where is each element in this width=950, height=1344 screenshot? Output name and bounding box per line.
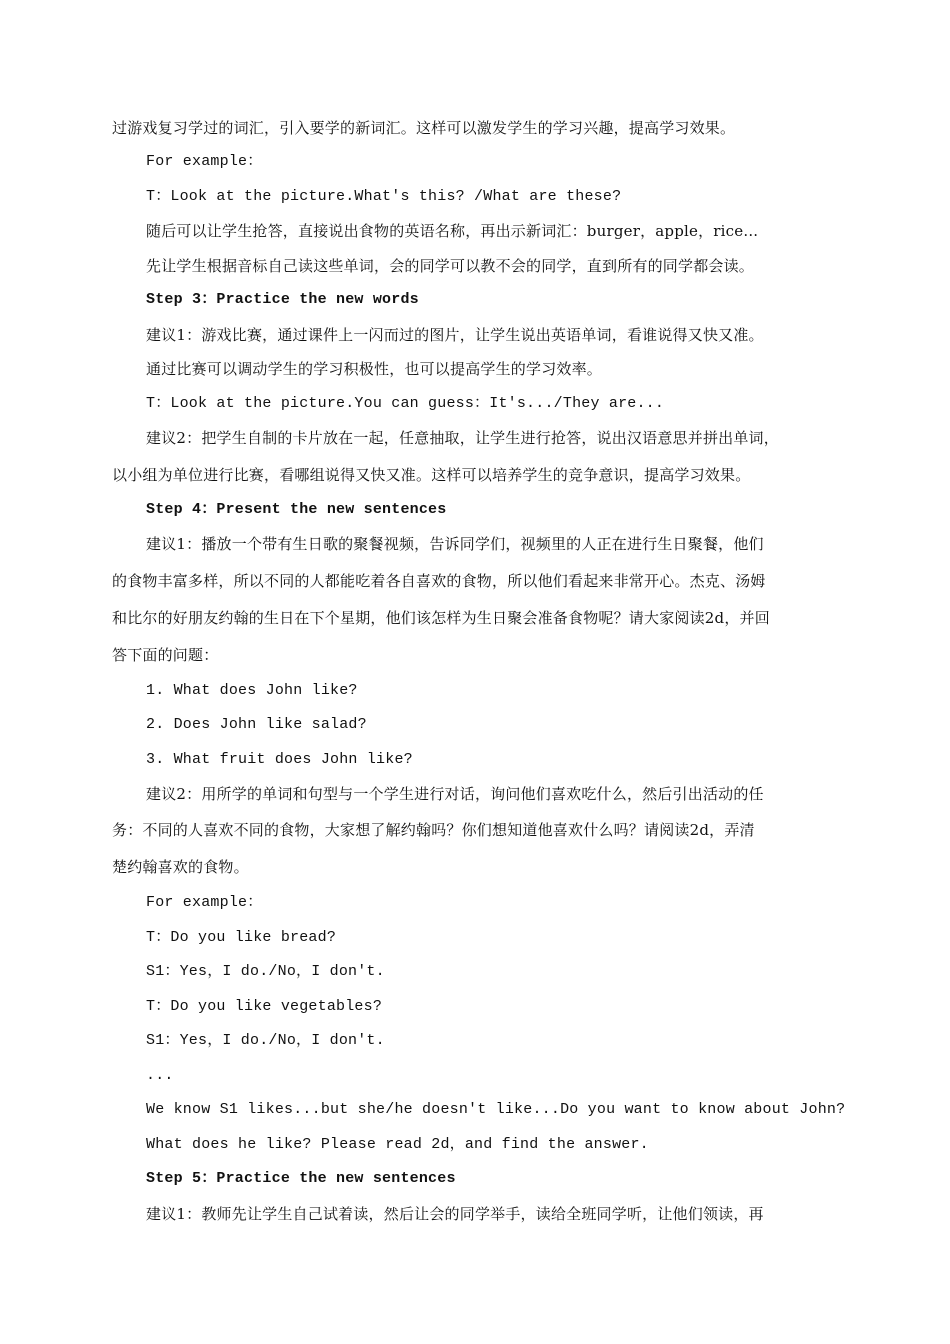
list-item: 1. What does John like? bbox=[146, 682, 358, 699]
text-line: For example： bbox=[146, 894, 263, 911]
text-line: S1：Yes，I do./No，I don't. bbox=[146, 963, 385, 980]
text-line: T：Do you like vegetables? bbox=[146, 998, 383, 1015]
text-line: 随后可以让学生抢答，直接说出食物的英语名称，再出示新词汇：burger，apple，rice... bbox=[146, 222, 759, 240]
text-line: 楚约翰喜欢的食物。 bbox=[112, 858, 249, 876]
text-line: 答下面的问题： bbox=[112, 646, 219, 664]
list-item: 2. Does John like salad? bbox=[146, 716, 367, 733]
text-line: 通过比赛可以调动学生的学习积极性，也可以提高学生的学习效率。 bbox=[146, 360, 603, 378]
text-line: 建议2：用所学的单词和句型与一个学生进行对话，询问他们喜欢吃什么，然后引出活动的任 bbox=[146, 785, 764, 803]
text-line: T：Look at the picture.You can guess：It's.../They are... bbox=[146, 395, 665, 412]
text-line: What does he like? Please read 2d，and find the answer. bbox=[146, 1136, 649, 1153]
text-line: T：Look at the picture.What's this? /What are these? bbox=[146, 188, 622, 205]
section-heading: Step 4：Present the new sentences bbox=[146, 501, 447, 518]
text-line: 过游戏复习学过的词汇，引入要学的新词汇。这样可以激发学生的学习兴趣，提高学习效果。 bbox=[112, 119, 736, 137]
text-line: 和比尔的好朋友约翰的生日在下个星期，他们该怎样为生日聚会准备食物呢？请大家阅读2d，并回 bbox=[112, 609, 770, 627]
section-heading: Step 3：Practice the new words bbox=[146, 291, 419, 308]
text-line: 建议1：游戏比赛，通过课件上一闪而过的图片，让学生说出英语单词，看谁说得又快又准。 bbox=[146, 326, 764, 344]
text-line: We know S1 likes...but she/he doesn't like...Do you want to know about John? bbox=[146, 1101, 846, 1118]
text-line: 建议1：播放一个带有生日歌的聚餐视频，告诉同学们，视频里的人正在进行生日聚餐，他们 bbox=[146, 535, 764, 553]
list-item: 3. What fruit does John like? bbox=[146, 751, 413, 768]
text-line: ... bbox=[146, 1067, 174, 1084]
text-line: S1：Yes，I do./No，I don't. bbox=[146, 1032, 385, 1049]
text-line: 以小组为单位进行比赛，看哪组说得又快又准。这样可以培养学生的竞争意识，提高学习效果。 bbox=[112, 466, 751, 484]
text-line: For example： bbox=[146, 153, 263, 170]
text-line: 的食物丰富多样，所以不同的人都能吃着各自喜欢的食物，所以他们看起来非常开心。杰克、汤姆 bbox=[112, 572, 766, 590]
text-line: 建议1：教师先让学生自己试着读，然后让会的同学举手，读给全班同学听，让他们领读，再 bbox=[146, 1205, 764, 1223]
text-line: 先让学生根据音标自己读这些单词，会的同学可以教不会的同学，直到所有的同学都会读。 bbox=[146, 257, 755, 275]
text-line: 务：不同的人喜欢不同的食物，大家想了解约翰吗？你们想知道他喜欢什么吗？请阅读2d，弄清 bbox=[112, 821, 755, 839]
text-line: 建议2：把学生自制的卡片放在一起，任意抽取，让学生进行抢答，说出汉语意思并拼出单词， bbox=[146, 429, 779, 447]
text-line: T：Do you like bread? bbox=[146, 929, 337, 946]
section-heading: Step 5：Practice the new sentences bbox=[146, 1170, 456, 1187]
